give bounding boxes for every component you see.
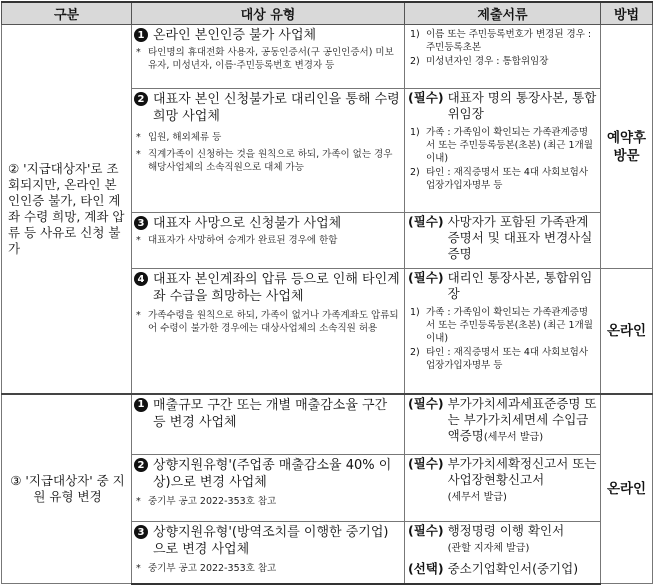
number-badge: 1	[134, 28, 148, 42]
header-row	[2, 2, 653, 25]
document-sub: (세무서 발급)	[483, 431, 544, 443]
type-title: 대표자 본인 신청불가로 대리인을 통해 수령 희망 사업체	[153, 92, 400, 124]
type-note: 중기부 공고 2022-353호 참고	[148, 563, 277, 574]
document-main: 행정명령 이행 확인서	[447, 523, 565, 538]
method-cell	[601, 394, 653, 584]
type-note: 대표자가 사망하여 승계가 완료된 경우에 한함	[148, 235, 338, 246]
document-item: 미성년자인 경우 : 통합위임장	[426, 56, 549, 67]
category-cell: ③ '지급대상자' 중 지원 유형 변경	[2, 394, 132, 584]
type-title: 매출규모 구간 또는 개별 매출감소율 구간 등 변경 사업체	[153, 397, 388, 430]
method-cell	[601, 269, 653, 394]
method-cell	[601, 25, 653, 269]
documents-cell: 1) 이름 또는 주민등록번호가 변경된 경우 : 주민등록초본 2) 미성년자인 경우 : 통합위임장	[405, 25, 601, 89]
header-method: 방법	[601, 2, 653, 25]
document-main: 대리인 통장사본, 통합위임장	[447, 270, 593, 301]
documents-cell: (필수) 대표자 명의 통장사본, 통합위임장 1) 가족 : 가족임이 확인되는 가족관계증명서 또는 주민등록등본(초본) (최근 1개월 이내) 2) 타인 : 재직증명서 또는 4대 사회보험사업장가입자명부 등	[405, 89, 601, 213]
method-reservation: 예약후 방문	[606, 129, 647, 164]
category-cell: ② '지급대상자'로 조회되지만, 온라인 본인인증 불가, 타인 계좌 수령 희망, 계좌 압류 등 사유로 신청 불가	[2, 25, 132, 394]
document-main: 사망자가 포함된 가족관계증명서 및 대표자 변경사실증명	[447, 214, 593, 261]
type-note: 입원, 해외체류 등	[148, 132, 222, 143]
document-item: 타인 : 재직증명서 또는 4대 사회보험사업장가입자명부 등	[426, 347, 588, 371]
table-row	[2, 25, 653, 89]
header-documents: 제출서류	[405, 2, 601, 25]
documents-cell: (필수) 사망자가 포함된 가족관계증명서 및 대표자 변경사실증명	[405, 213, 601, 269]
number-badge: 2	[134, 92, 148, 106]
type-cell: 3 대표자 사망으로 신청불가 사업체 * 대표자가 사망하여 승계가 완료된 경우에 한함	[132, 213, 405, 269]
table-row	[2, 394, 653, 455]
type-title: 온라인 본인인증 불가 사업체	[153, 28, 317, 43]
document-main: 부가가치세확정신고서 또는 사업장현황신고서	[447, 456, 597, 487]
type-title: 상향지원유형'(주업종 매출감소율 40% 이상)으로 변경 사업체	[153, 458, 392, 490]
eligibility-table	[1, 1, 653, 585]
number-badge: 1	[134, 398, 148, 412]
document-item: 가족 : 가족임이 확인되는 가족관계증명서 또는 주민등록등본(초본) (최근 1개월 이내)	[426, 127, 593, 164]
method-online: 온라인	[606, 322, 647, 339]
type-cell: 2 상향지원유형'(주업종 매출감소율 40% 이상)으로 변경 사업체 * 중기부 공고 2022-353호 참고	[132, 455, 405, 522]
type-title: 대표자 본인계좌의 압류 등으로 인해 타인계좌 수급을 희망하는 사업체	[153, 272, 400, 304]
number-badge: 2	[134, 458, 148, 472]
document-sub: (세무서 발급)	[447, 492, 507, 503]
type-note: 중기부 공고 2022-353호 참고	[148, 496, 277, 507]
type-cell: 4 대표자 본인계좌의 압류 등으로 인해 타인계좌 수급을 희망하는 사업체 * 가족수령을 원칙으로 하되, 가족이 없거나 가족계좌도 압류되어 수령이 불가한 경우에는 대상사업체의 소속직원 허용	[132, 269, 405, 394]
type-cell: 1 온라인 본인인증 불가 사업체 * 타인명의 휴대전화 사용자, 공동인증서(구 공인인증서) 미보유자, 미성년자, 이름·주민등록번호 변경자 등	[132, 25, 405, 89]
type-title: 상향지원유형'(방역조치를 이행한 중기업)으로 변경 사업체	[153, 525, 389, 557]
document-item: 타인 : 재직증명서 또는 4대 사회보험사업장가입자명부 등	[426, 167, 588, 191]
type-cell: 3 상향지원유형'(방역조치를 이행한 중기업)으로 변경 사업체 * 중기부 공고 2022-353호 참고	[132, 522, 405, 584]
type-cell	[132, 394, 405, 455]
type-note: 가족수령을 원칙으로 하되, 가족이 없거나 가족계좌도 압류되어 수령이 불가한 경우에는 대상사업체의 소속직원 허용	[148, 310, 399, 334]
type-title: 대표자 사망으로 신청불가 사업체	[153, 216, 342, 231]
documents-cell: (필수) 부가가치세과세표준증명 또는 부가가치세면세 수입금액증명(세무서 발급)	[405, 394, 601, 455]
document-item: 가족 : 가족임이 확인되는 가족관계증명서 또는 주민등록등본(초본) (최근 1개월 이내)	[426, 307, 593, 344]
number-badge: 4	[134, 272, 148, 286]
number-badge: 3	[134, 216, 148, 230]
document-main: 부가가치세과세표준증명 또는 부가가치세면세 수입금액증명	[447, 395, 597, 443]
document-main: 대표자 명의 통장사본, 통합위임장	[447, 90, 597, 121]
header-category: 구분	[2, 2, 132, 25]
document-optional: 중소기업확인서(중기업)	[447, 561, 579, 576]
type-note: 직계가족이 신청하는 것을 원칙으로 하되, 가족이 없는 경우 해당사업체의 소속직원으로 대체 가능	[148, 149, 393, 173]
type-cell: 2 대표자 본인 신청불가로 대리인을 통해 수령 희망 사업체 * 입원, 해외체류 등 * 직계가족이 신청하는 것을 원칙으로 하되, 가족이 없는 경우 해당사업체의 소속직원으로 대체 가능	[132, 89, 405, 213]
documents-cell: (필수) 부가가치세확정신고서 또는 사업장현황신고서 (세무서 발급)	[405, 455, 601, 522]
document-item: 이름 또는 주민등록번호가 변경된 경우 : 주민등록초본	[426, 29, 592, 53]
header-type: 대상 유형	[132, 2, 405, 25]
documents-cell: (필수) 대리인 통장사본, 통합위임장 1) 가족 : 가족임이 확인되는 가족관계증명서 또는 주민등록등본(초본) (최근 1개월 이내) 2) 타인 : 재직증명서 또는 4대 사회보험사업장가입자명부 등	[405, 269, 601, 394]
number-badge: 3	[134, 525, 148, 539]
documents-cell: (필수) 행정명령 이행 확인서 (관할 지자체 발급) (선택) 중소기업확인서(중기업)	[405, 522, 601, 584]
type-note: 타인명의 휴대전화 사용자, 공동인증서(구 공인인증서) 미보유자, 미성년자, 이름·주민등록번호 변경자 등	[148, 47, 394, 71]
method-online: 온라인	[606, 480, 647, 497]
document-sub: (관할 지자체 발급)	[447, 543, 530, 554]
